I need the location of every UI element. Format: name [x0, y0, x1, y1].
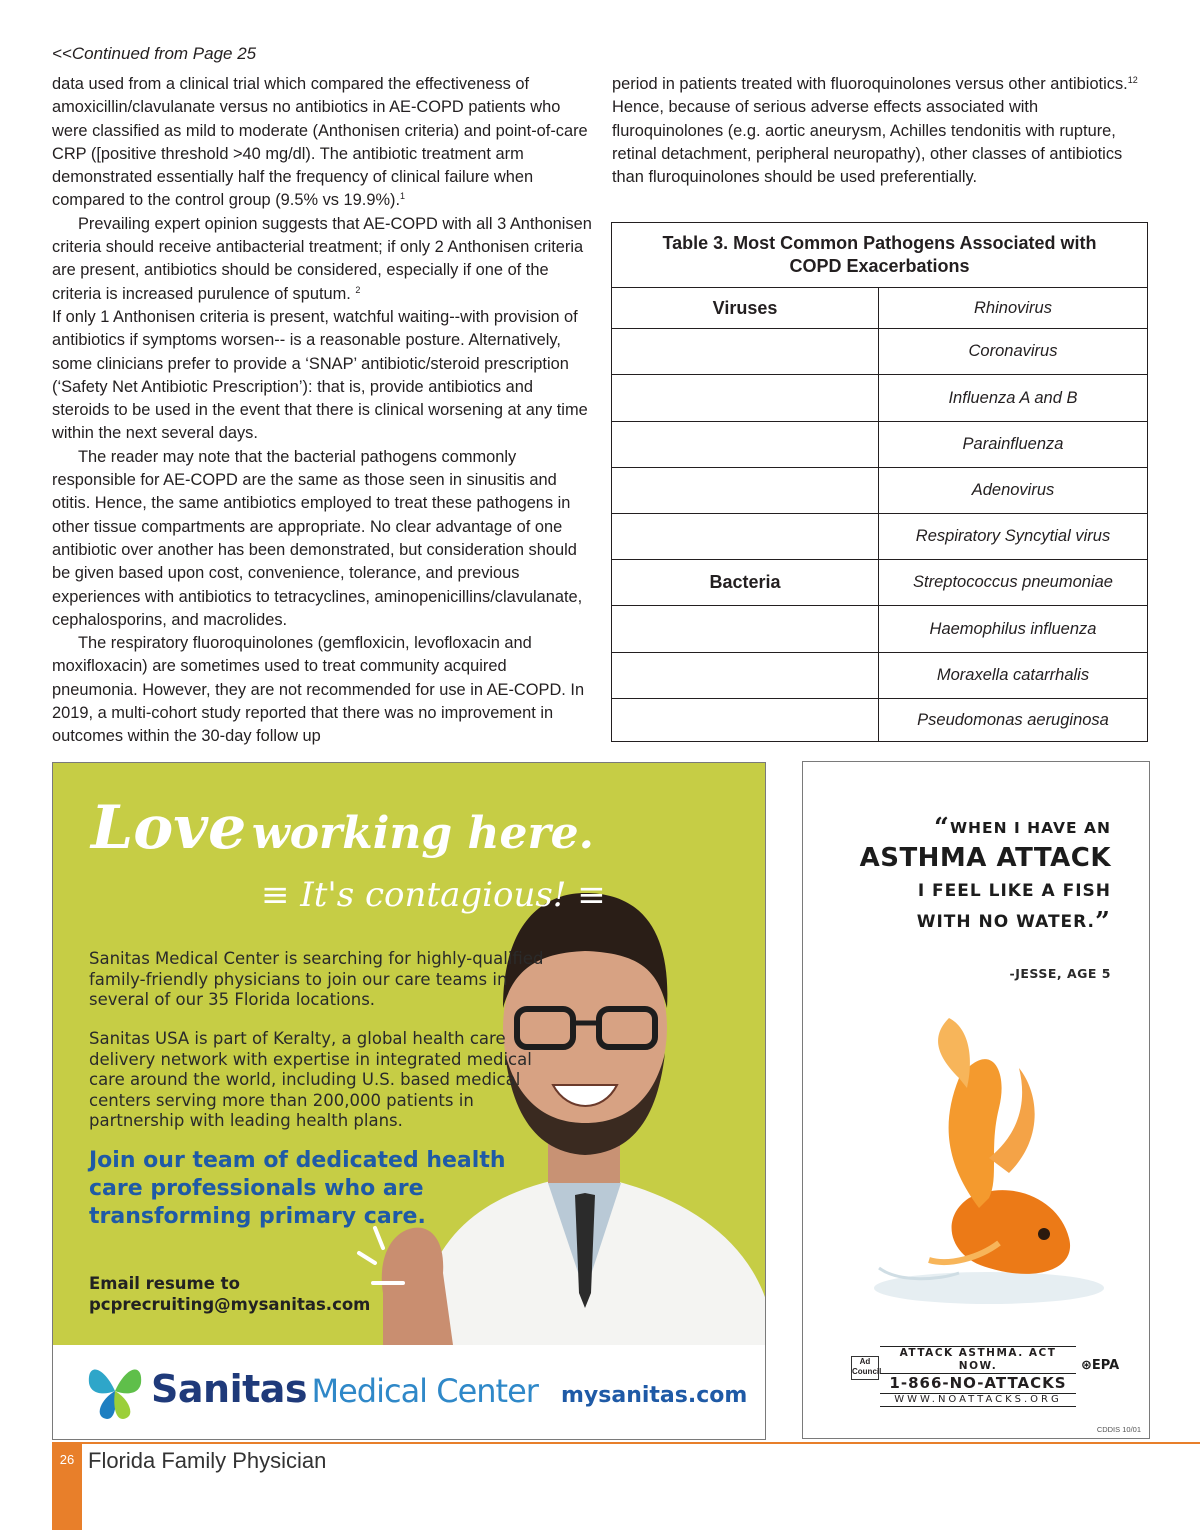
paragraph: data used from a clinical trial which compared the effectiveness of amoxicillin/clavulanate versus no antibiotics in AE-COPD patients who were classified as mild to moderate (Anthonisen criteria) and point-of-care CRP ([positive threshold >40 mg/dl). The antibiotic treatment arm demonstrated essentially half the frequency of clinical failure when compared to the control group (9.5% vs 19.9%).$^1$: [52, 75, 588, 210]
ad-code: CDDIS 10/01: [1096, 1425, 1141, 1434]
sanitas-butterfly-icon: [83, 1355, 147, 1427]
pathogen-category: [612, 468, 879, 513]
table-row: [612, 606, 1147, 653]
footer-rule: [52, 1442, 1200, 1444]
ad-email-block: [89, 1273, 389, 1315]
journal-title: Florida Family Physician: [88, 1448, 327, 1473]
ad-call-to-action: Join our team of dedicated health care professionals who are transforming primary care.: [89, 1148, 506, 1229]
phone-number[interactable]: 1-866-NO-ATTACKS: [889, 1374, 1067, 1392]
paragraph: period in patients treated with fluoroquinolones versus other antibiotics.$^{12}$ Hence, because of serious adverse effects associated with fluroquinolones (e.g. aortic aneurysm, Achilles tendonitis with rupture, retinal detachment, peripheral neuropathy), other classes of antibiotics than fluroquinolones should be used preferentially.: [612, 75, 1138, 187]
table-row: [612, 288, 1147, 329]
paragraph: Prevailing expert opinion suggests that AE-COPD with all 3 Anthonisen criteria should receive antibacterial treatment; if only 2 Anthonisen criteria are present, antibiotics should be considered, especially if one of the criteria is increased purulence of sputum. $^2$: [52, 214, 592, 303]
table-row: [612, 653, 1147, 699]
quote-attribution: -JESSE, AGE 5: [1009, 966, 1111, 981]
epa-logo: ⊛EPA: [1081, 1358, 1120, 1373]
asthma-ad[interactable]: [802, 761, 1150, 1439]
ad-body-text: Sanitas Medical Center is searching for highly-qualified family-friendly physicians to join our care teams in several of our 35 Florida locations.: [89, 949, 544, 1009]
pathogen-category: [612, 422, 879, 467]
pathogen-name: Adenovirus: [971, 481, 1055, 499]
website-link[interactable]: mysanitas.com: [561, 1383, 748, 1408]
pathogen-name: Respiratory Syncytial virus: [915, 527, 1111, 545]
paragraph: If only 1 Anthonisen criteria is present, watchful waiting--with provision of antibiotics if symptoms worsen-- is a reasonable posture. Alternatively, some clinicians prefer to provide a ‘SNAP’ antibiotic/steroid prescription (‘Safety Net Antibiotic Prescription’): that is, provide antibiotics and steroids to be used in the event that there is clinical worsening at any time within the next several days.: [52, 307, 588, 443]
paragraph: The respiratory fluoroquinolones (gemfloxicin, levofloxacin and moxifloxacin) are sometimes used to treat community acquired pneumonia. However, they are not recommended for use in AE-COPD. In 2019, a multi-cohort study reported that there was no improvement in outcomes within the 30-day follow up: [52, 634, 585, 746]
pathogen-category: Viruses: [612, 288, 879, 328]
email-link[interactable]: pcprecruiting@mysanitas.com: [89, 1295, 371, 1314]
pathogen-name: Influenza A and B: [948, 388, 1078, 407]
sanitas-logo-bar: [53, 1345, 766, 1440]
pathogens-table: [611, 222, 1148, 742]
pathogen-category: [612, 514, 879, 559]
pathogen-category: [612, 375, 879, 421]
ad-council-logo: Ad Council: [851, 1356, 879, 1380]
pathogen-category: Bacteria: [612, 560, 879, 605]
paragraph: The reader may note that the bacterial pathogens commonly responsible for AE-COPD are the same as those seen in sinusitis and otitis. Hence, the same antibiotics employed to treat these pathogens in other tissue compartments are appropriate. No clear advantage of one antibiotic over another has been demonstrated, but consideration should be given based upon cost, convenience, tolerance, and previous experiences with antibiotics to tetracyclines, aminopenicillins/clavulanate, cephalosporins, and macrolides.: [52, 447, 583, 629]
ad-quote: “WHEN I HAVE AN ASTHMA ATTACK I FEEL LIKE A FISH WITH NO WATER.”: [859, 813, 1111, 937]
ad-body-text: Sanitas USA is part of Keralty, a global health care delivery network with expertise in integrated medical care around the world, including U.S. based medical centers serving more than 200,000 patients in partnership with leading health plans.: [89, 1029, 532, 1130]
pathogen-category: [612, 606, 879, 652]
pathogen-name: Rhinovirus: [974, 298, 1052, 317]
pathogen-category: [612, 329, 879, 374]
website-link[interactable]: WWW.NOATTACKS.ORG: [880, 1393, 1076, 1407]
table-row: [612, 699, 1147, 741]
table-row: [612, 514, 1147, 560]
pathogen-name: Coronavirus: [968, 342, 1058, 360]
table-row: [612, 422, 1147, 468]
ad-tagline: ≡ It's contagious! ≡: [261, 875, 606, 915]
article-right-column: [612, 73, 1152, 189]
page-number: 26: [59, 1452, 75, 1467]
sanitas-ad-banner: [53, 763, 766, 1345]
ad-contact-block: ATTACK ASTHMA. ACT NOW. 1-866-NO-ATTACKS WWW.NOATTACKS.ORG: [880, 1346, 1076, 1407]
pathogen-name: Pseudomonas aeruginosa: [917, 710, 1109, 729]
pathogen-name: Streptococcus pneumoniae: [913, 573, 1113, 591]
sanitas-ad[interactable]: [52, 762, 766, 1440]
pathogen-name: Haemophilus influenza: [929, 619, 1097, 638]
pathogen-category: [612, 699, 879, 741]
ad-headline: Love working here.: [91, 793, 594, 863]
table-row: [612, 468, 1147, 514]
pathogen-name: Parainfluenza: [962, 435, 1064, 453]
goldfish-image: [839, 998, 1119, 1318]
email-label: Email resume to: [89, 1274, 240, 1293]
pathogen-category: [612, 653, 879, 698]
table-title: Table 3. Most Common Pathogens Associated with COPD Exacerbations: [612, 223, 1147, 288]
pathogen-name: Moraxella catarrhalis: [936, 666, 1090, 684]
table-row: [612, 560, 1147, 606]
sanitas-brand: Sanitas Medical Center: [151, 1367, 538, 1411]
table-row: [612, 375, 1147, 422]
article-left-column: [52, 73, 592, 749]
table-row: [612, 329, 1147, 375]
continued-note: <<Continued from Page 25: [52, 44, 257, 63]
